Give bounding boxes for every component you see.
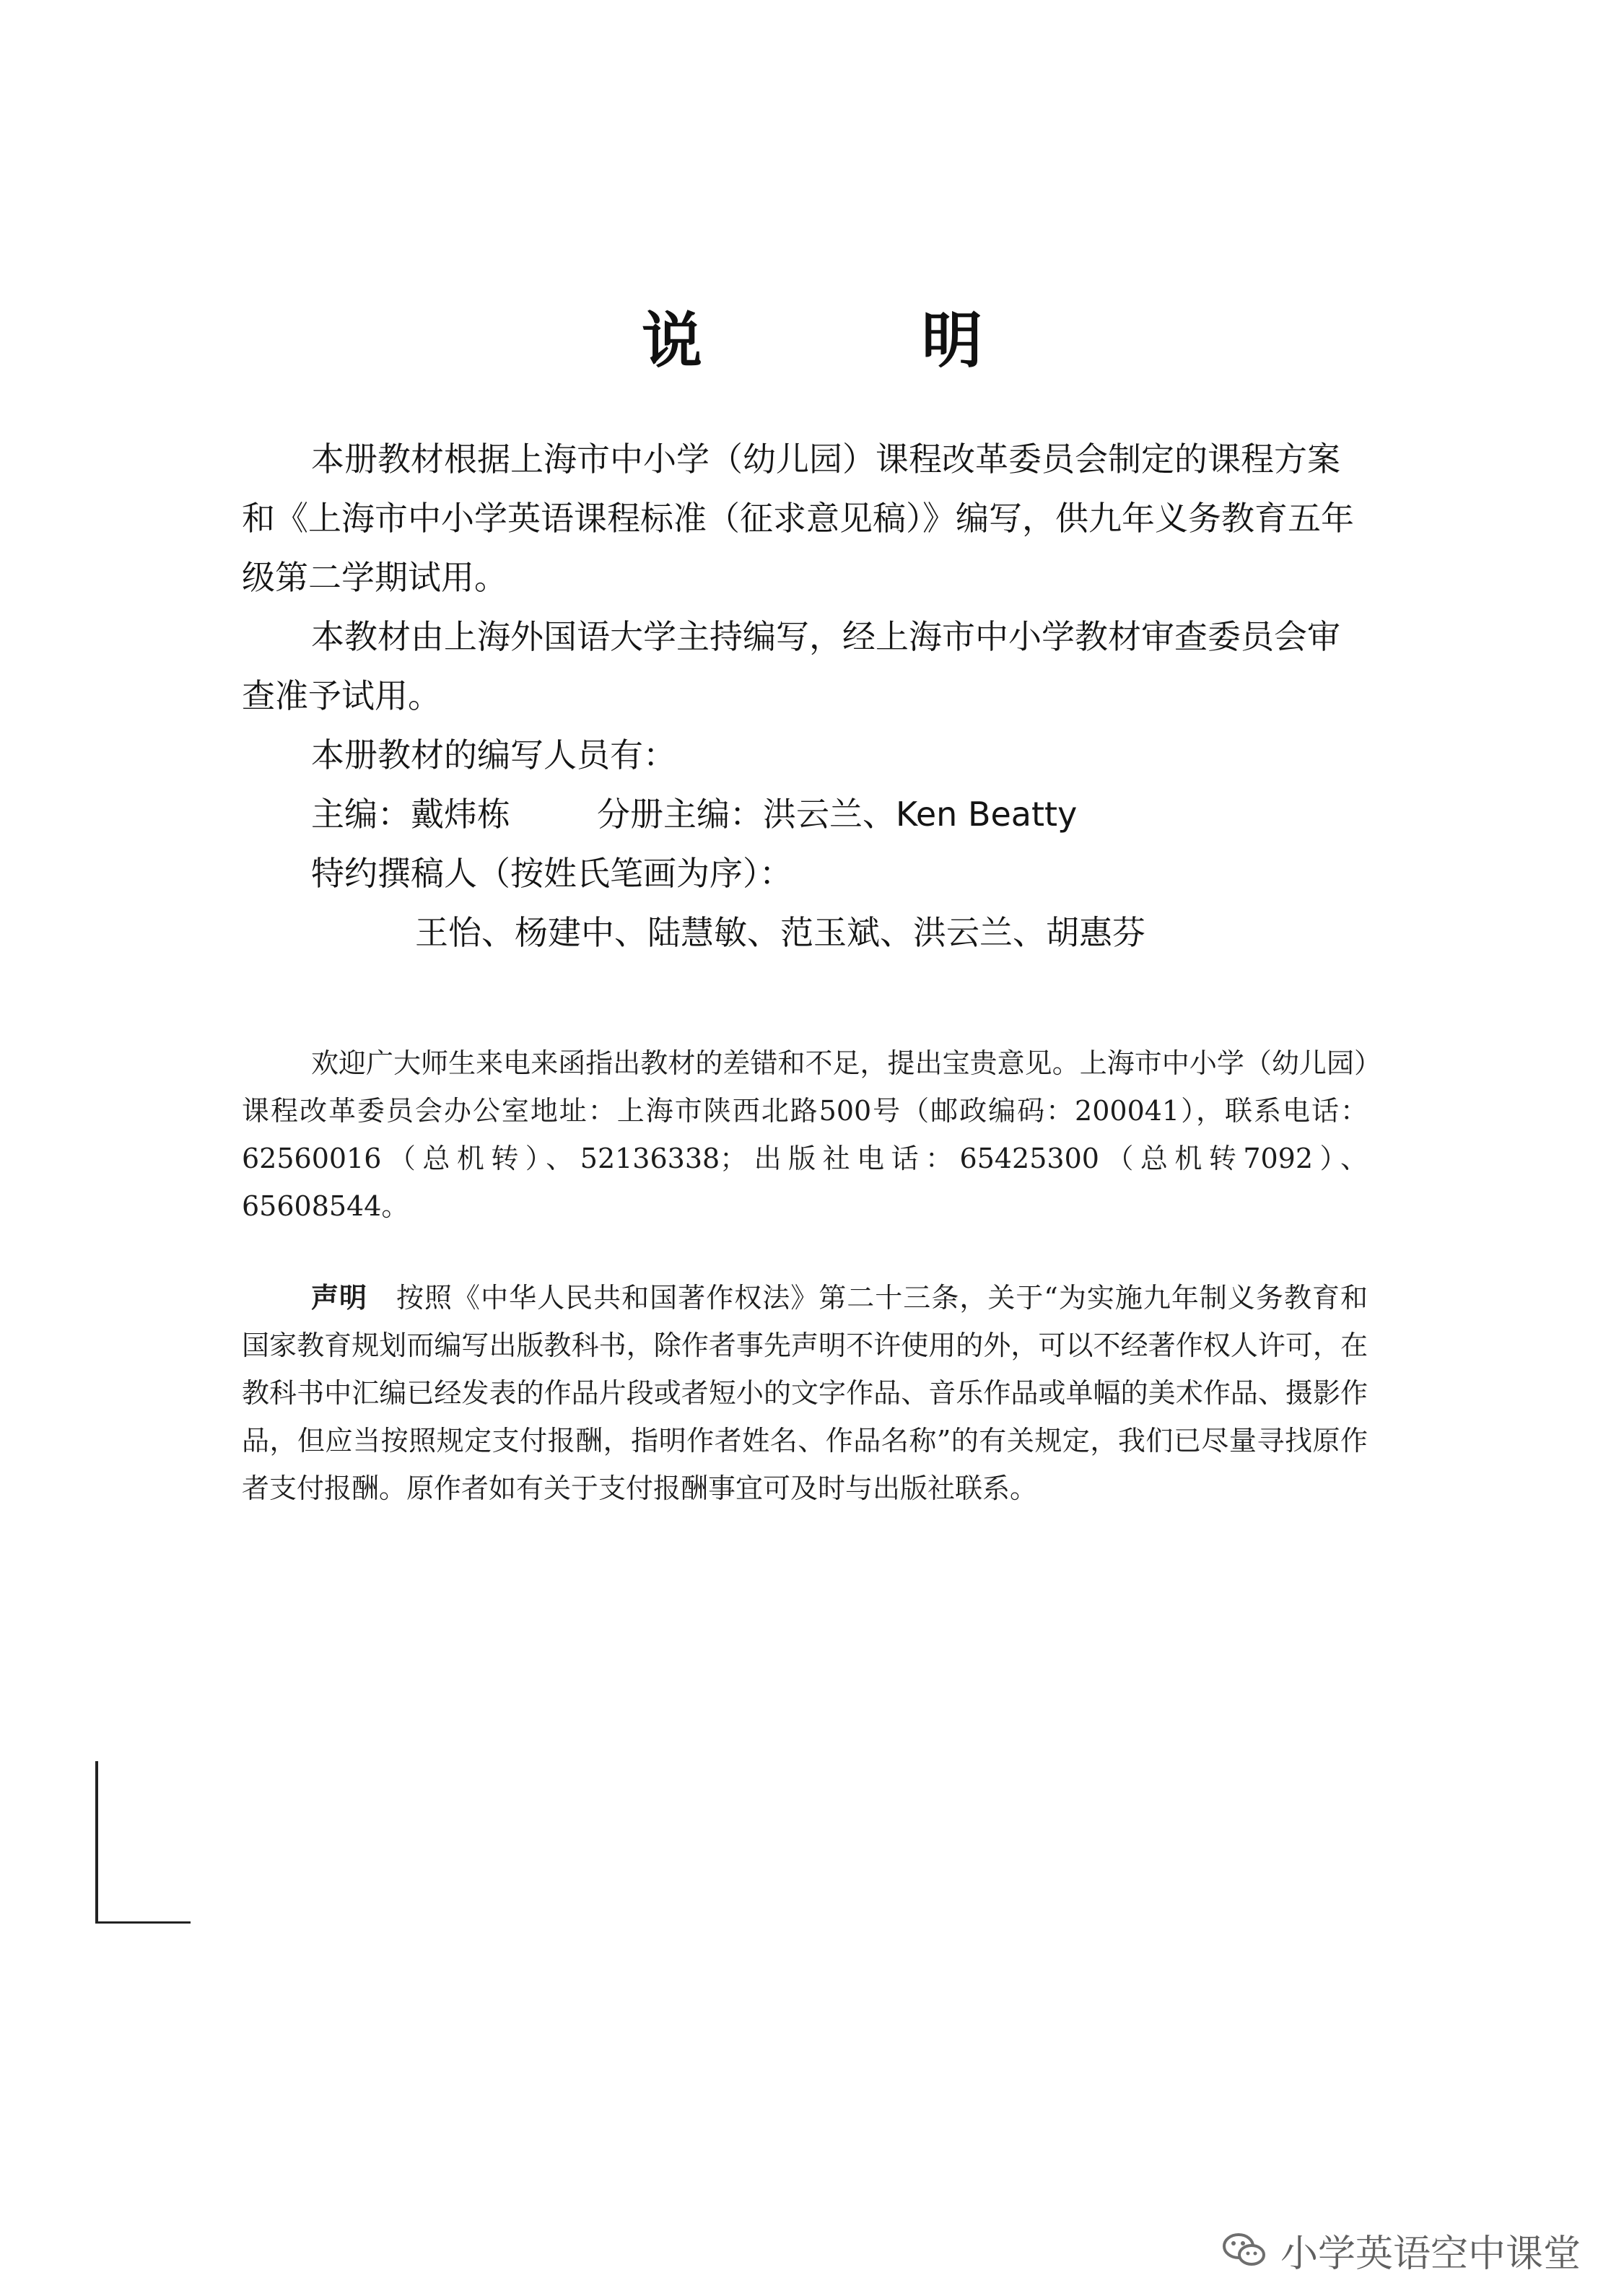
page-title: 说 明 bbox=[641, 305, 1062, 376]
wechat-icon bbox=[1221, 2230, 1267, 2271]
intro-paragraph-1: 本册教材根据上海市中小学（幼儿园）课程改革委员会制定的课程方案和《上海市中小学英语课程标准（征求意见稿）》编写，供九年义务教育五年级第二学期试用。 bbox=[242, 440, 1354, 597]
copyright-statement bbox=[242, 1274, 1368, 1512]
copyright-statement-paragraph bbox=[242, 1274, 1368, 1512]
editors-heading: 本册教材的编写人员有： bbox=[311, 735, 676, 774]
intro-section bbox=[242, 429, 1368, 962]
feedback-notice-text: 欢迎广大师生来电来函指出教材的差错和不足，提出宝贵意见。上海市中小学（幼儿园）课程改革委员会办公室地址：上海市陕西北路500号（邮政编码：200041），联系电话：62560016（总机转）、52136338；出版社电话：65425300（总机转7092）、65608544。 bbox=[242, 1047, 1368, 1222]
feedback-notice bbox=[242, 1039, 1368, 1230]
chief-editor: 主编：戴炜栋 bbox=[311, 795, 510, 834]
watermark bbox=[1221, 2223, 1581, 2277]
watermark-text: 小学英语空中课堂 bbox=[1280, 2232, 1581, 2276]
statement-label: 声明 bbox=[311, 1282, 368, 1314]
contributors-heading: 特约撰稿人（按姓氏笔画为序）： bbox=[311, 854, 793, 893]
scan-corner-mark bbox=[95, 1761, 191, 1924]
editors-row bbox=[242, 785, 1368, 844]
contributors-list: 王怡、杨建中、陆慧敏、范玉斌、洪云兰、胡惠芬 bbox=[415, 913, 1145, 952]
volume-editors: 分册主编：洪云兰、Ken Beatty bbox=[597, 795, 1078, 834]
intro-paragraph-2: 本教材由上海外国语大学主持编写，经上海市中小学教材审查委员会审查准予试用。 bbox=[242, 617, 1340, 715]
statement-text: 按照《中华人民共和国著作权法》第二十三条，关于“为实施九年制义务教育和国家教育规划而编写出版教科书，除作者事先声明不许使用的外，可以不经著作权人许可，在教科书中汇编已经发表的作品片段或者短小的文字作品、音乐作品或单幅的美术作品、摄影作品，但应当按照规定支付报酬，指明作者姓名、作品名称”的有关规定，我们已尽量寻找原作者支付报酬。原作者如有关于支付报酬事宜可及时与出版社联系。 bbox=[242, 1282, 1368, 1504]
